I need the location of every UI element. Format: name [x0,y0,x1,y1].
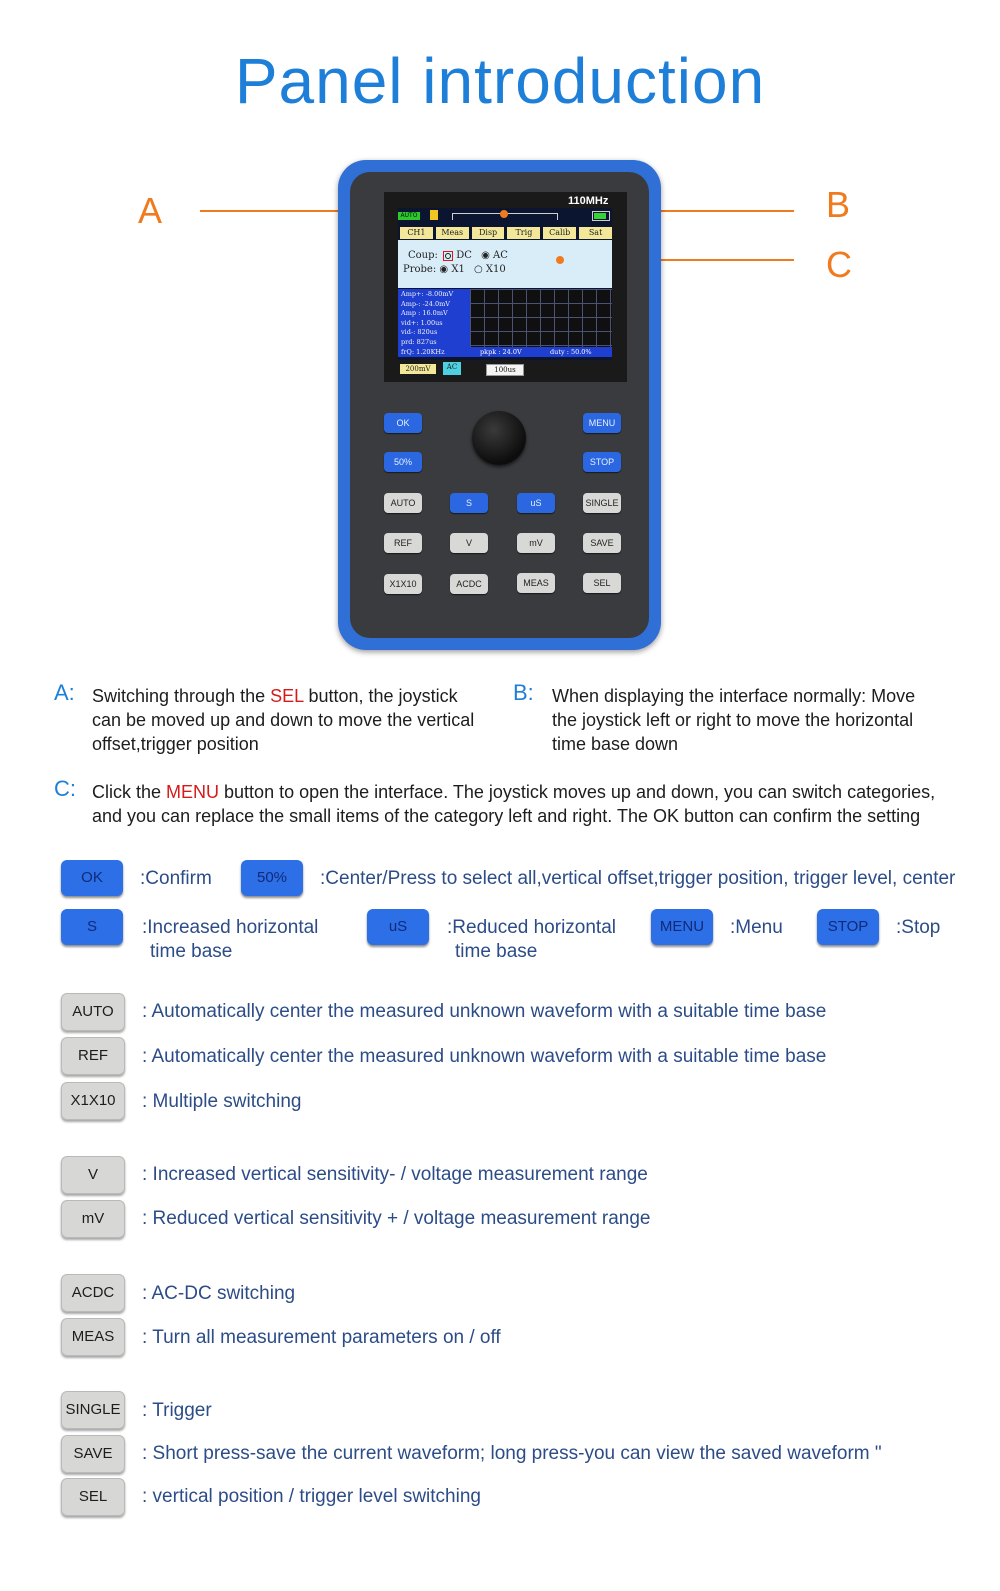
probe-x1-option: X1 [451,264,465,275]
desc-a-key: SEL [270,686,304,706]
desc-c-line2: and you can replace the small items of the category left and right. The OK button can confirm the setting [92,806,921,826]
measurement-row: vid-: 820us [401,328,438,337]
measurement-row: prd: 827us [401,337,437,346]
save-button[interactable]: SAVE [583,533,621,553]
legend-fifty-desc: :Center/Press to select all,vertical offset,trigger position, trigger level, center [320,868,956,889]
legend-sel-key: SEL [61,1478,125,1516]
legend-ok-key: OK [61,860,123,896]
legend-meas-key: MEAS [61,1318,125,1356]
probe-x10-option: X10 [485,264,506,275]
auto-status-badge: AUTO [398,212,420,220]
desc-b-text [552,684,972,756]
legend-ref-key: REF [61,1037,125,1075]
desc-c-pre: Click the [92,782,167,802]
lcd-tab: Calib [543,227,576,239]
lcd-tab: CH1 [400,227,433,239]
s-button[interactable]: S [450,493,488,513]
lcd-tab: Meas [436,227,469,239]
desc-b-line1: When displaying the interface normally: Move [552,686,916,706]
trigger-marker-icon [430,210,438,220]
stop-button[interactable]: STOP [583,452,621,472]
bandwidth-label: 110MHz [568,195,609,207]
meas-button[interactable]: MEAS [517,573,555,593]
measurement-row: vid+: 1.00us [401,318,443,327]
v-button[interactable]: V [450,533,488,553]
waveform-grid [470,289,612,347]
legend-s-key: S [61,909,123,945]
legend-s-desc [142,916,318,964]
lcd-menu-panel [398,240,612,288]
duty-readout: duty : 50.0% [550,348,592,356]
legend-x1x10-key: X1X10 [61,1082,125,1120]
lcd-bottom-bar [470,347,612,357]
legend-s-desc-line2: time base [150,941,233,962]
legend-v-desc: : Increased vertical sensitivity- / voltage measurement range [142,1164,648,1185]
callout-c-dot [556,256,564,264]
desc-a-post: button, the joystick [303,686,458,706]
time-div-readout: 100us [486,364,524,376]
legend-us-key: uS [367,909,429,945]
desc-b-line2: the joystick left or right to move the horizontal [552,710,914,730]
volt-div-readout: 200mV [400,364,436,374]
sel-button[interactable]: SEL [583,573,621,593]
legend-menu-desc: :Menu [730,917,783,938]
legend-us-desc-line2: time base [455,941,538,962]
legend-menu-key: MENU [651,909,713,945]
desc-c-key: MENU [166,782,220,802]
desc-b-line3: time base down [552,734,679,754]
legend-ref-desc: : Automatically center the measured unknown waveform with a suitable time base [142,1046,827,1067]
desc-a-line2: can be moved up and down to move the vertical [92,710,475,730]
legend-us-desc-line1: :Reduced horizontal [447,917,616,938]
coupling-ac-option: AC [493,250,508,261]
legend-s-desc-line1: :Increased horizontal [142,917,319,938]
coupling-label: Coup: [408,250,438,261]
horizontal-marker-icon [500,210,508,218]
x1x10-button[interactable]: X1X10 [384,574,422,594]
desc-b-label: B: [513,680,534,705]
lcd-tab: Trig [507,227,540,239]
desc-a-text [92,684,502,756]
legend-acdc-desc: : AC-DC switching [142,1283,296,1304]
menu-button[interactable]: MENU [583,413,621,433]
legend-sel-desc: : vertical position / trigger level switching [142,1486,481,1507]
mv-button[interactable]: mV [517,533,555,553]
legend-save-key: SAVE [61,1435,125,1473]
desc-a-pre: Switching through the [92,686,271,706]
radio-empty-icon: ○ [474,264,483,275]
legend-single-desc: : Trigger [142,1400,212,1421]
legend-us-desc [447,916,616,964]
lcd-tab: Disp [472,227,505,239]
ref-button[interactable]: REF [384,533,422,553]
lcd-tab: Sat [579,227,612,239]
legend-stop-key: STOP [817,909,879,945]
desc-c-text [92,780,972,828]
radio-filled-icon: ◉ [481,250,490,261]
legend-x1x10-desc: : Multiple switching [142,1091,302,1112]
desc-c-post: button to open the interface. The joystick moves up and down, you can switch categories, [219,782,936,802]
single-button[interactable]: SINGLE [583,493,621,513]
desc-a-line3: offset,trigger position [92,734,259,754]
legend-auto-desc: : Automatically center the measured unknown waveform with a suitable time base [142,1001,827,1022]
joystick-knob[interactable] [472,411,526,465]
battery-icon [592,211,610,221]
legend-meas-desc: : Turn all measurement parameters on / off [142,1327,501,1348]
auto-button[interactable]: AUTO [384,493,422,513]
coupling-dc-option: DC [456,250,472,261]
callout-c-letter: C [826,244,852,285]
callout-a-letter: A [138,190,163,231]
desc-a-label: A: [54,680,75,705]
measurement-row: Amp : 16.0mV [401,309,448,318]
measurement-row: Amp-: -24.0mV [401,299,450,308]
acdc-button[interactable]: ACDC [450,574,488,594]
legend-acdc-key: ACDC [61,1274,125,1312]
page-title: Panel introduction [234,45,766,117]
legend-save-desc: : Short press-save the current waveform; long press-you can view the saved waveform " [142,1443,882,1464]
callout-b-letter: B [826,184,851,225]
legend-v-key: V [61,1156,125,1194]
legend-single-key: SINGLE [61,1391,125,1429]
legend-stop-desc: :Stop [896,917,941,938]
measurement-row: frQ: 1.20KHz [401,347,445,356]
measurement-row: Amp+: -8.00mV [401,290,454,298]
legend-auto-key: AUTO [61,993,125,1031]
ok-button[interactable]: OK [384,413,422,433]
coupling-badge: AC [443,362,461,375]
lcd-menu-tabs [398,227,612,239]
selected-radio-icon [443,251,453,261]
legend-ok-desc: :Confirm [140,868,212,889]
measurement-panel [398,289,470,357]
desc-c-label: C: [54,776,76,801]
probe-label: Probe: [403,264,437,275]
legend-fifty-key: 50% [241,860,303,896]
pkpk-readout: pkpk : 24.0V [480,348,522,356]
legend-mv-key: mV [61,1200,125,1238]
legend-mv-desc: : Reduced vertical sensitivity + / voltage measurement range [142,1208,651,1229]
us-button[interactable]: uS [517,493,555,513]
fifty-percent-button[interactable]: 50% [384,452,422,472]
radio-filled-icon: ◉ [439,264,449,275]
